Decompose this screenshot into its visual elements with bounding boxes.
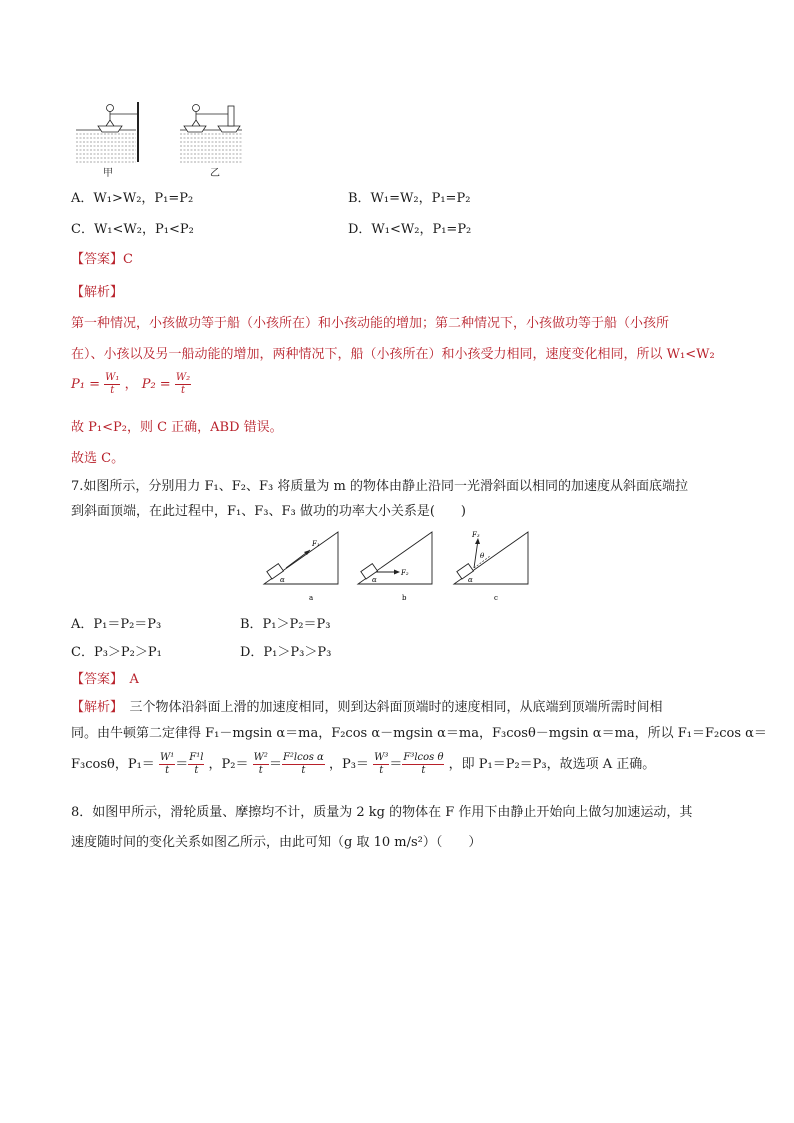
q7-option-c: C．P₃＞P₂＞P₁ <box>71 645 162 660</box>
q7-stem-line1: 7.如图所示，分别用力 F₁、F₂、F₃ 将质量为 m 的物体由静止沿同一光滑斜面以相同的加速度从斜面底端拉 <box>71 479 688 494</box>
q7-frac-4-den: t <box>301 765 306 776</box>
q7-frac-2-num: F¹l <box>189 752 204 763</box>
alpha-b: α <box>372 576 377 584</box>
q7-frac-3-den: t <box>258 765 263 776</box>
q6-option-a: A．W₁>W₂，P₁=P₂ <box>71 191 194 206</box>
q6-analysis-line1: 第一种情况，小孩做功等于船（小孩所在）和小孩动能的增加；第二种情况下，小孩做功等于船（小孩所 <box>71 316 670 331</box>
q6-analysis-title: 【解析】 <box>71 285 124 300</box>
q7-frac-6-num: F³lcos θ <box>403 752 444 763</box>
theta-c: θ <box>480 552 485 560</box>
q6-option-d: D．W₁<W₂，P₁=P₂ <box>348 222 472 237</box>
label-f2: F₂ <box>401 569 409 577</box>
q6-fraction-p1-num: W₁ <box>105 372 120 383</box>
q7-frac-5-den: t <box>379 765 384 776</box>
q6-analysis-line2: 在）、小孩以及另一船动能的增加，两种情况下，船（小孩所在）和小孩受力相同，速度变化相同，所以 W₁<W₂ <box>71 347 715 362</box>
q6-formula <box>71 372 191 397</box>
q7-frac-6-den: t <box>421 765 426 776</box>
q6-fraction-p2-den: t <box>180 385 185 396</box>
q7-frac-3 <box>253 752 269 777</box>
incline-b <box>358 532 432 602</box>
q7-analysis-title: 【解析】 <box>71 700 117 715</box>
label-f1: F₁ <box>312 540 320 548</box>
q6-fraction-p2 <box>175 372 191 397</box>
q7-analysis-text1: 三个物体沿斜面上滑的加速度相同，则到达斜面顶端时的速度相同，从底端到顶端所需时间相 <box>116 700 663 715</box>
incline-a <box>264 532 338 602</box>
fig-label-yi: 乙 <box>210 168 220 179</box>
q8-stem-line1: 8．如图甲所示，滑轮质量、摩擦均不计，质量为 2 kg 的物体在 F 作用下由静止开始向上做匀加速运动，其 <box>71 805 693 820</box>
alpha-c: α <box>468 576 473 584</box>
q7-frac-4 <box>282 752 325 777</box>
fig-label-a: a <box>309 594 314 602</box>
q7-frac-6 <box>402 752 444 777</box>
q6-option-c: C．W₁<W₂，P₁<P₂ <box>71 222 194 237</box>
q7-frac-1 <box>159 752 175 777</box>
q7-frac-5-num: W³ <box>374 752 389 763</box>
q6-choose: 故选 C。 <box>71 451 125 466</box>
fig-label-jia: 甲 <box>103 168 113 179</box>
q6-formula-p2: P₂ = <box>141 377 171 392</box>
q7-analysis-line2: 同。由牛顿第二定律得 F₁－mgsin α＝ma，F₂cos α－mgsin α＝ma，F₃cosθ－mgsin α＝ma，所以 F₁＝F₂cos α＝ <box>71 726 767 741</box>
q7-line3-pre: F₃cosθ，P₁＝ <box>71 757 155 772</box>
q6-formula-p1: P₁ = <box>71 377 100 392</box>
q7-frac-3-num: W² <box>253 752 268 763</box>
label-f3: F₃ <box>472 531 480 539</box>
q7-option-b: B．P₁＞P₂＝P₃ <box>240 617 331 632</box>
incline-c <box>454 531 528 602</box>
q7-frac-2-den: t <box>194 765 199 776</box>
q8-stem-line2: 速度随时间的变化关系如图乙所示，由此可知（g 取 10 m/s²）（ ） <box>71 835 482 850</box>
q7-stem-line2: 到斜面顶端，在此过程中，F₁、F₃、F₃ 做功的功率大小关系是( ) <box>71 504 466 519</box>
q7-figure <box>258 528 540 606</box>
q6-answer: 【答案】C <box>71 252 133 267</box>
q7-option-a: A．P₁＝P₂＝P₃ <box>71 617 162 632</box>
q7-frac-1-num: W¹ <box>159 752 175 763</box>
fig-label-c: c <box>494 594 498 602</box>
q7-analysis-line1 <box>71 696 663 715</box>
q7-frac-2 <box>188 752 204 777</box>
q6-figure <box>72 100 272 178</box>
figure-yi <box>180 105 242 163</box>
q6-fraction-p1-den: t <box>110 385 115 396</box>
q7-line3-post: ，即 P₁＝P₂＝P₃，故选项 A 正确。 <box>448 757 656 772</box>
q7-mid1: ，P₂＝ <box>208 757 249 772</box>
fig-label-b: b <box>402 594 407 602</box>
figure-jia <box>76 102 138 162</box>
q7-frac-1-den: t <box>165 765 170 776</box>
q7-frac-5 <box>373 752 389 777</box>
q7-option-d: D．P₁＞P₃＞P₃ <box>240 645 332 660</box>
q7-frac-4-num: F²lcos α <box>282 752 324 763</box>
q6-fraction-p2-num: W₂ <box>175 372 191 383</box>
q7-analysis-line3: F₃cosθ，P₁＝ $\frac{\text{W¹}}{t}$ ＝ $\frac{\text{F¹l}}{t}$ ，P₂＝ $\frac{\text{W²}}{t}$ ＝ $\frac{\text{F²lcos α}}{t}$ ，P₃＝ $\frac{\text{W³}}{t}$ ＝ $\frac{\text{F³lcos θ}}{t}$ ，即 P₁＝P₂＝P₃，故选项 A 正确。 <box>71 752 656 776</box>
alpha-a: α <box>280 576 285 584</box>
q7-answer: 【答案】 A <box>71 672 139 687</box>
q7-mid2: ，P₃＝ <box>328 757 369 772</box>
q6-option-b: B．W₁=W₂，P₁=P₂ <box>348 191 471 206</box>
q6-formula-sep: ， <box>124 377 138 392</box>
q6-fraction-p1 <box>104 372 120 397</box>
q6-conclusion: 故 P₁<P₂，则 C 正确，ABD 错误。 <box>71 420 283 435</box>
